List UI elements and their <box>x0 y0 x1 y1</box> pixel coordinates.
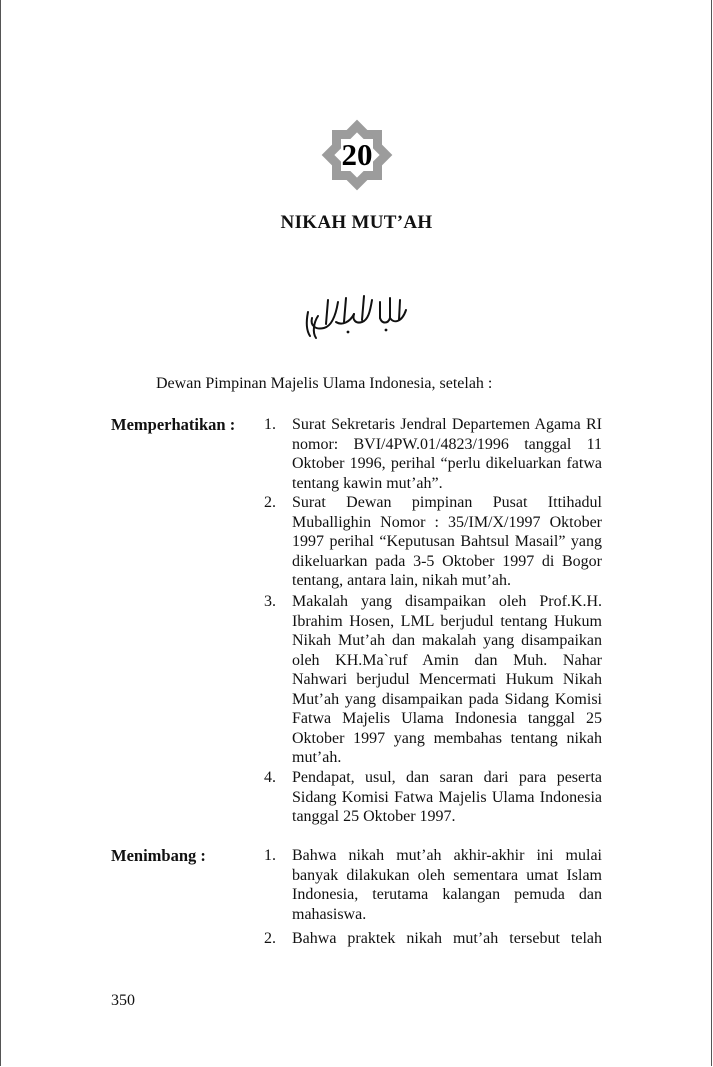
item-text: Bahwa praktek nikah mut’ah tersebut telah <box>292 930 602 947</box>
item-number: 2. <box>264 494 276 511</box>
intro-text: Dewan Pimpinan Majelis Ulama Indonesia, setelah : <box>156 375 493 392</box>
list-item <box>264 592 602 768</box>
item-number: 4. <box>264 769 276 786</box>
section-label-menimbang: Menimbang : <box>111 846 206 865</box>
chapter-title: NIKAH MUT’AH <box>280 212 433 233</box>
item-number: 1. <box>264 847 276 864</box>
item-text: Surat Sekretaris Jendral Departemen Agama RI nomor: BVI/4PW.01/4823/1996 tanggal 11 Oktober 1996, perihal “perlu dikeluarkan fatwa tentang kawin mut’ah”. <box>292 416 602 492</box>
item-text: Makalah yang disampaikan oleh Prof.K.H. Ibrahim Hosen, LML berjudul tentang Hukum Nikah Mut’ah dan makalah yang disampaikan oleh KH.Ma`ruf Amin dan Muh. Nahar Nahwari berjudul Mencermati Hukum Nikah Mut’ah yang disampaikan pada Sidang Komisi Fatwa Majelis Ulama Indonesia tanggal 25 Oktober 1997 yang membahas tentang nikah mut’ah. <box>292 593 602 766</box>
basmalah-calligraphy-icon <box>302 292 414 342</box>
item-number: 1. <box>264 416 276 433</box>
list-item <box>264 493 602 591</box>
chapter-number: 20 <box>341 137 373 172</box>
list-item <box>264 846 602 924</box>
item-text: Bahwa nikah mut’ah akhir-akhir ini mulai banyak dilakukan oleh sementara umat Islam Indonesia, terutama kalangan pemuda dan mahasiswa. <box>292 847 602 923</box>
list-item <box>264 415 602 493</box>
item-number: 3. <box>264 593 276 610</box>
item-text: Surat Dewan pimpinan Pusat Ittihadul Muballighin Nomor : 35/IM/X/1997 Oktober 1997 perihal “Keputusan Bahtsul Masail” yang dikeluarkan pada 3-5 Oktober 1997 di Bogor tentang, antara lain, nikah mut’ah. <box>292 494 602 589</box>
item-text: Pendapat, usul, dan saran dari para peserta Sidang Komisi Fatwa Majelis Ulama Indonesia tanggal 25 Oktober 1997. <box>292 769 602 825</box>
section-label-memperhatikan: Memperhatikan : <box>111 415 236 434</box>
list-item <box>264 768 602 827</box>
list-item <box>264 929 602 949</box>
item-number: 2. <box>264 930 276 947</box>
page-number: 350 <box>111 992 135 1009</box>
